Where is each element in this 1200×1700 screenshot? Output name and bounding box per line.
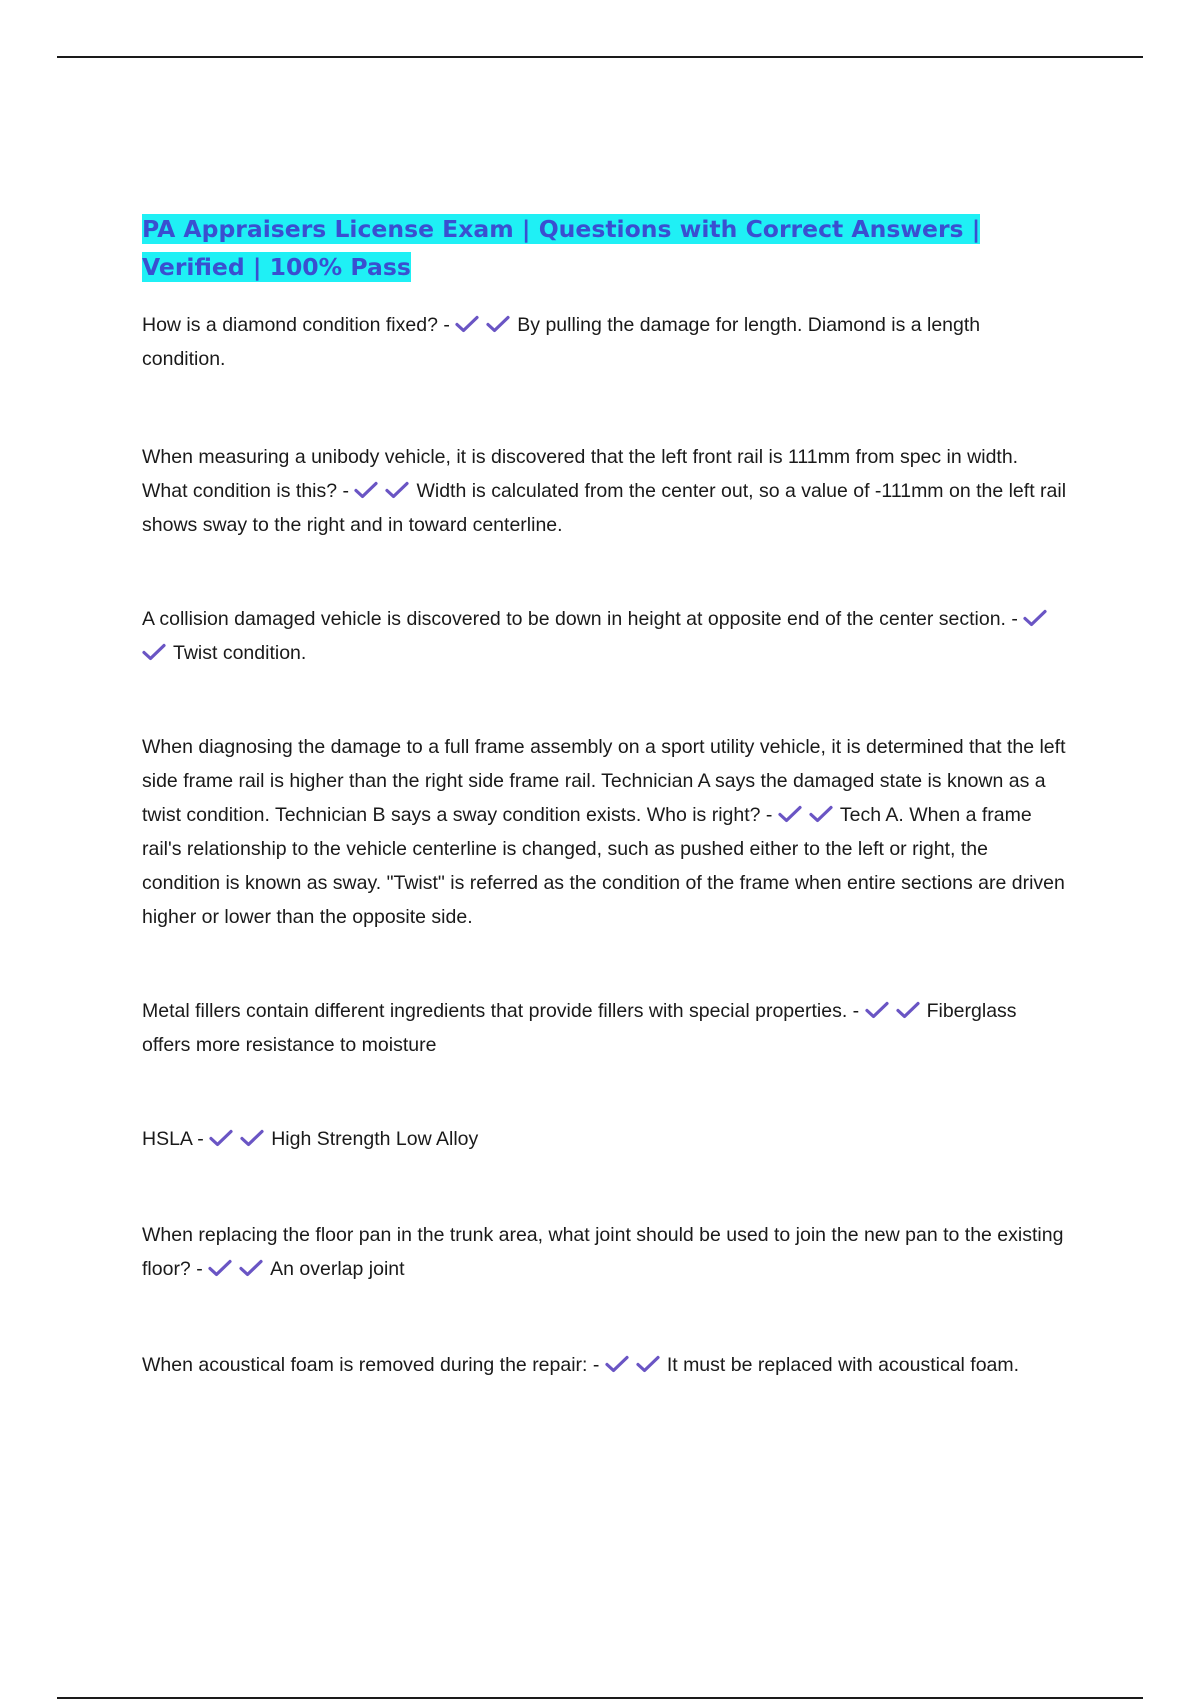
separator: - [760,804,778,826]
question-text: HSLA [142,1128,192,1150]
answer-text: Twist condition. [173,642,307,664]
check-icon [385,481,409,499]
header-rule [57,56,1143,58]
check-icon [865,1001,889,1019]
check-icon [486,315,510,333]
separator: - [437,314,456,336]
check-icon [605,1355,629,1373]
qa-item [142,1122,1067,1156]
separator: - [191,1128,210,1150]
check-icon [208,1259,232,1277]
answer-text: By pulling the damage for length. Diamond is a length condition. [142,314,981,370]
footer-rule [57,1697,1143,1699]
document-title-text: PA Appraisers License Exam | Questions with Correct Answers | Verified | 100% Pass [142,215,981,281]
check-icon [142,643,166,661]
document-body [142,210,1067,1382]
answer-text: An overlap joint [270,1258,405,1280]
question-text: How is a diamond condition fixed? [142,314,438,336]
qa-item [142,730,1067,934]
qa-item [142,440,1067,542]
qa-item [142,602,1067,670]
check-icon [778,805,802,823]
answer-text: High Strength Low Alloy [271,1128,479,1150]
check-icon [1023,609,1047,627]
answer-text: Fiberglass offers more resistance to moisture [142,1000,1017,1056]
check-icon [239,1259,263,1277]
question-text: When measuring a unibody vehicle, it is discovered that the left front rail is 111mm from spec in width. What condition is this? [142,446,1019,502]
separator: - [587,1354,605,1376]
check-icon [636,1355,660,1373]
question-text: When diagnosing the damage to a full frame assembly on a sport utility vehicle, it is determined that the left side frame rail is higher than the right side frame rail. Technician A says the damaged state is known as a twist condition. Technician B says a sway condition exists. Who is right? [142,736,1066,826]
check-icon [809,805,833,823]
answer-text: It must be replaced with acoustical foam. [666,1354,1020,1376]
question-text: A collision damaged vehicle is discovered to be down in height at opposite end of the center section. [142,608,1006,630]
answer-text: Tech A. When a frame rail's relationship to the vehicle centerline is changed, such as pushed either to the left or right, the condition is known as sway. "Twist" is referred as the condition of the frame when entire sections are driven higher or lower than the opposite side. [142,804,1065,928]
qa-item [142,994,1067,1062]
question-text: When replacing the floor pan in the trunk area, what joint should be used to join the new pan to the existing floor? [142,1224,1064,1280]
qa-item [142,1218,1067,1286]
document-title [142,210,1067,286]
qa-item [142,1348,1067,1382]
separator: - [190,1258,209,1280]
separator: - [1005,608,1024,630]
check-icon [354,481,378,499]
check-icon [896,1001,920,1019]
check-icon [209,1129,233,1147]
separator: - [847,1000,865,1022]
question-text: Metal fillers contain different ingredients that provide fillers with special properties. [142,1000,848,1022]
qa-item [142,308,1067,376]
separator: - [337,480,355,502]
question-text: When acoustical foam is removed during the repair: [142,1354,588,1376]
check-icon [240,1129,264,1147]
check-icon [455,315,479,333]
answer-text: Width is calculated from the center out, so a value of -111mm on the left rail shows sway to the right and in toward centerline. [142,480,1067,536]
